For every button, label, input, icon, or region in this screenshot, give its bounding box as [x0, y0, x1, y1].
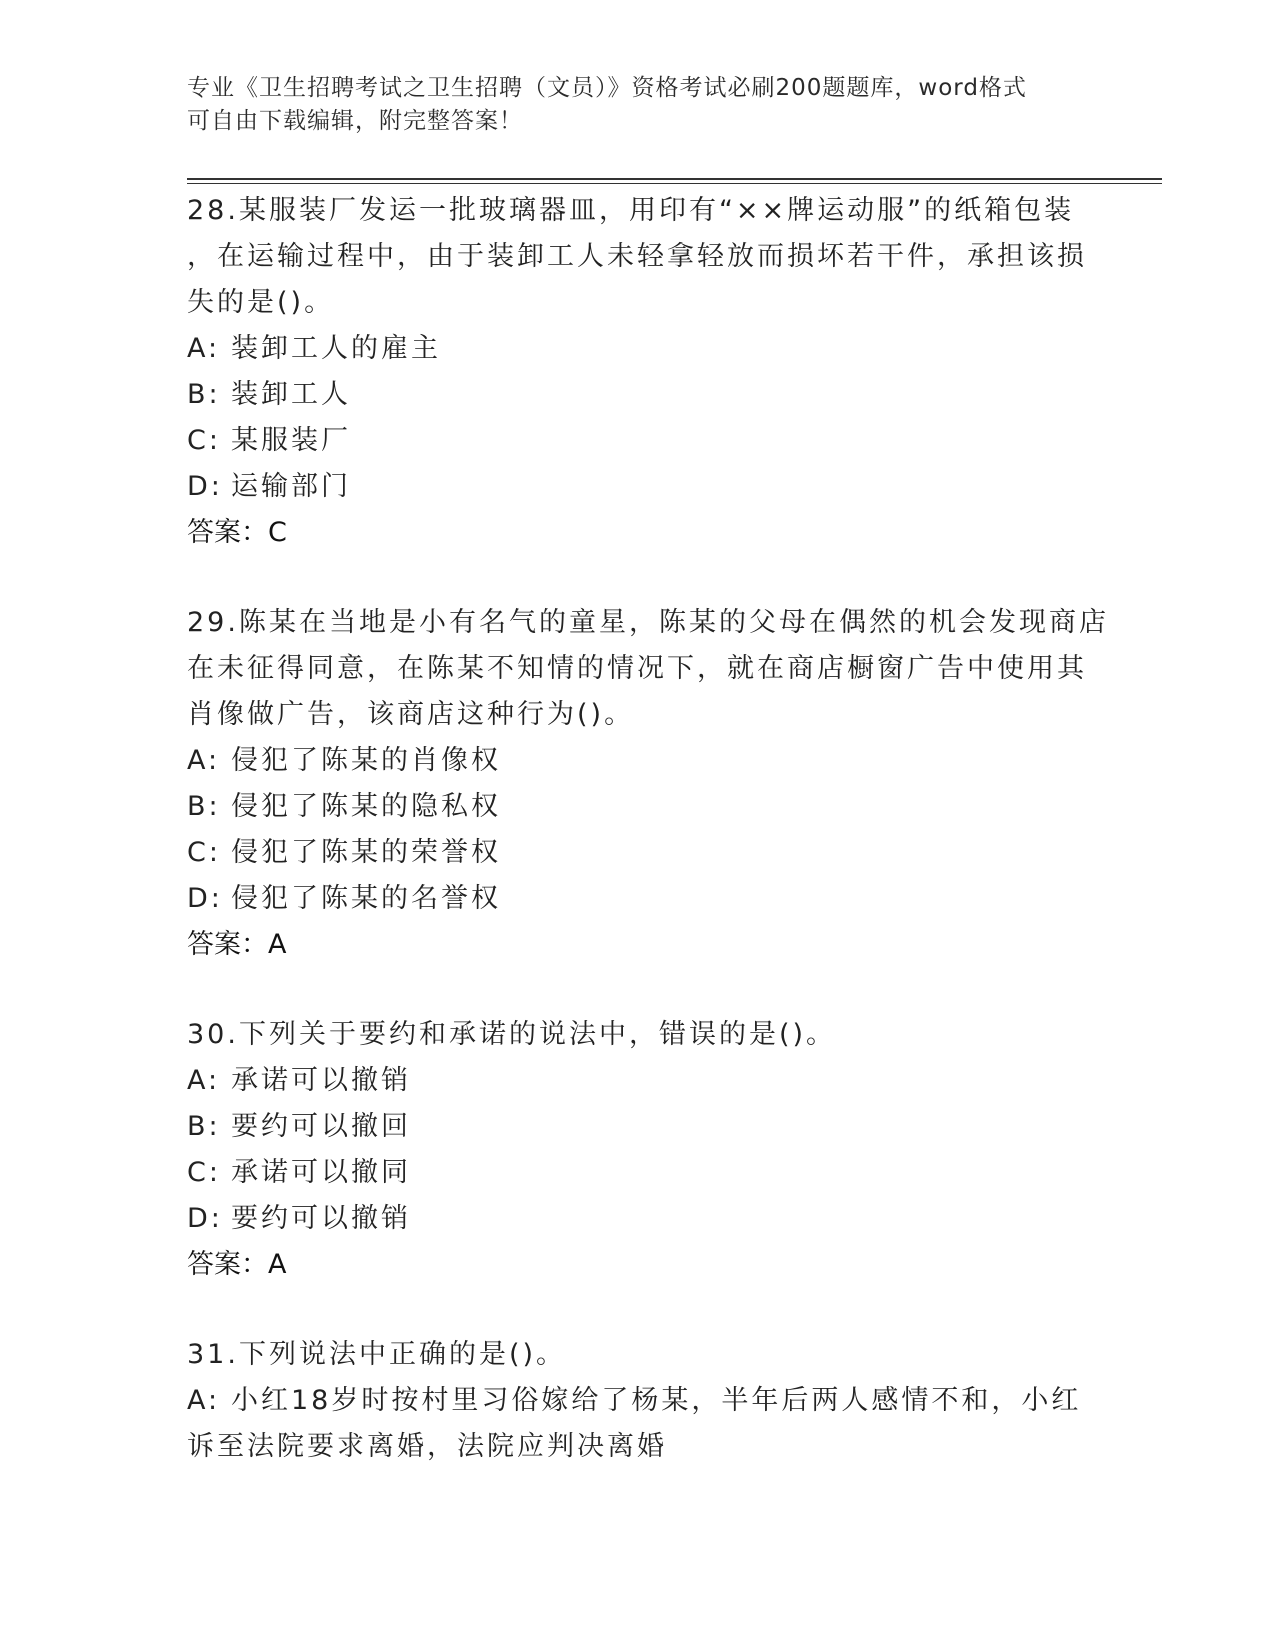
option-a — [187, 1378, 1087, 1424]
option-letter: D: — [187, 471, 223, 502]
option-letter: C: — [187, 837, 221, 868]
option-text: 小红18岁时按村里习俗嫁给了杨某，半年后两人感情不和，小红 — [231, 1385, 1082, 1416]
option-letter: C: — [187, 425, 221, 456]
option-letter: A: — [187, 1065, 221, 1096]
option-a — [187, 326, 1087, 372]
option-text: 装卸工人的雇主 — [231, 333, 441, 364]
answer-line: 答案：A — [187, 929, 287, 960]
option-letter: D: — [187, 1203, 223, 1234]
option-text: 侵犯了陈某的荣誉权 — [231, 837, 501, 868]
stem-line: ，在运输过程中，由于装卸工人未轻拿轻放而损坏若干件，承担该损 — [187, 241, 1087, 272]
option-d — [187, 876, 1087, 922]
stem-line: 在未征得同意，在陈某不知情的情况下，就在商店橱窗广告中使用其 — [187, 653, 1087, 684]
option-text: 侵犯了陈某的名誉权 — [231, 883, 501, 914]
option-letter: B: — [187, 379, 221, 410]
option-a — [187, 1058, 1087, 1104]
question-29 — [187, 600, 1109, 968]
option-text: 装卸工人 — [231, 379, 351, 410]
option-c — [187, 1150, 1087, 1196]
question-stem — [187, 188, 1087, 326]
option-c — [187, 418, 1087, 464]
header-line-2: 可自由下载编辑，附完整答案！ — [187, 108, 523, 134]
option-text: 诉至法院要求离婚，法院应判决离婚 — [187, 1431, 667, 1462]
option-b — [187, 372, 1087, 418]
option-letter: A: — [187, 745, 221, 776]
option-text: 承诺可以撤同 — [231, 1157, 411, 1188]
header-line-1: 专业《卫生招聘考试之卫生招聘（文员）》资格考试必刷200题题库，word格式 — [187, 75, 1027, 101]
option-text: 侵犯了陈某的隐私权 — [231, 791, 501, 822]
stem-line: 29.陈某在当地是小有名气的童星，陈某的父母在偶然的机会发现商店 — [187, 607, 1109, 638]
document-header — [187, 72, 1087, 138]
answer-line: 答案：C — [187, 517, 287, 548]
option-letter: B: — [187, 791, 221, 822]
stem-line: 肖像做广告，该商店这种行为()。 — [187, 699, 635, 730]
option-text: 某服装厂 — [231, 425, 351, 456]
answer-line: 答案：A — [187, 1249, 287, 1280]
header-divider-thin — [187, 183, 1162, 184]
option-letter: C: — [187, 1157, 221, 1188]
stem-line: 31.下列说法中正确的是()。 — [187, 1339, 567, 1370]
option-text: 要约可以撤销 — [231, 1203, 411, 1234]
option-letter: B: — [187, 1111, 221, 1142]
option-text: 要约可以撤回 — [231, 1111, 411, 1142]
question-28 — [187, 188, 1087, 556]
option-d — [187, 1196, 1087, 1242]
option-b — [187, 1104, 1087, 1150]
option-text: 运输部门 — [231, 471, 351, 502]
option-b — [187, 784, 1087, 830]
question-30 — [187, 1012, 1087, 1288]
question-stem — [187, 600, 1109, 738]
question-stem — [187, 1332, 1087, 1378]
question-list — [187, 188, 1109, 1514]
header-divider-thick — [187, 178, 1162, 180]
option-text: 承诺可以撤销 — [231, 1065, 411, 1096]
option-d — [187, 464, 1087, 510]
stem-line: 失的是()。 — [187, 287, 335, 318]
option-letter: A: — [187, 333, 221, 364]
option-a — [187, 738, 1087, 784]
question-stem — [187, 1012, 1087, 1058]
option-letter: A: — [187, 1385, 221, 1416]
option-text: 侵犯了陈某的肖像权 — [231, 745, 501, 776]
stem-line: 28.某服装厂发运一批玻璃器皿，用印有“××牌运动服”的纸箱包装 — [187, 195, 1075, 226]
option-c — [187, 830, 1087, 876]
option-letter: D: — [187, 883, 223, 914]
option-a-continued — [187, 1424, 1087, 1470]
question-31 — [187, 1332, 1087, 1470]
stem-line: 30.下列关于要约和承诺的说法中，错误的是()。 — [187, 1019, 837, 1050]
